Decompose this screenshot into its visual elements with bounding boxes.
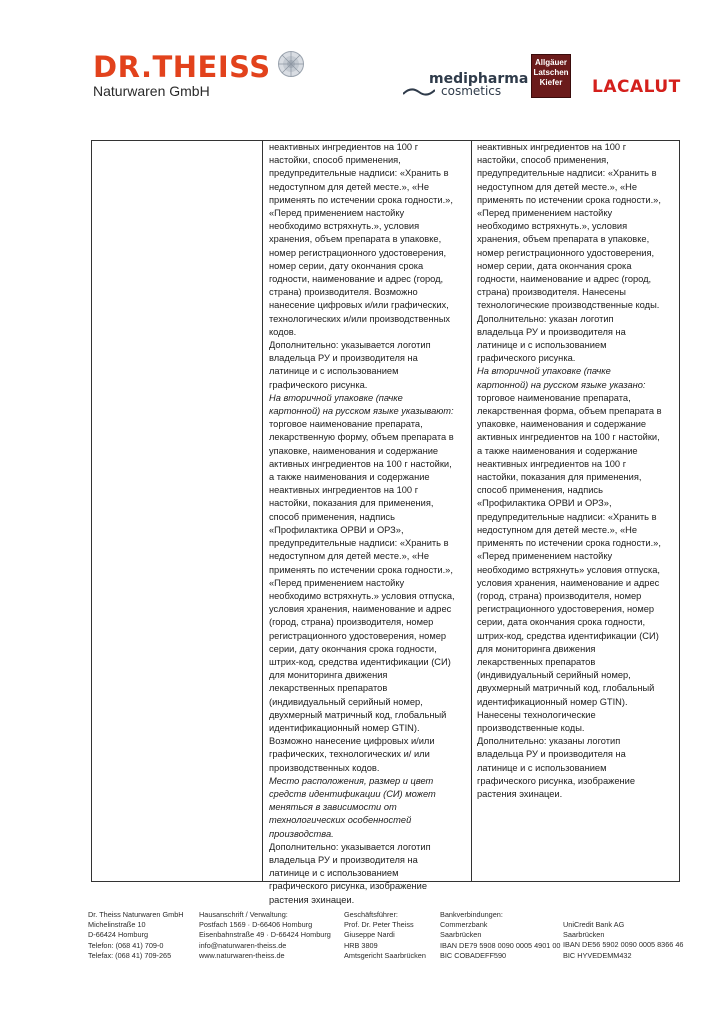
footer-line: Telefon: (068 41) 709-0 xyxy=(88,940,164,950)
text-line: кодов. xyxy=(269,326,297,337)
text-line: настойки, способ применения, xyxy=(477,155,609,166)
text-line: Возможно нанесение цифровых и/или xyxy=(269,736,435,747)
allgaeuer-latschen-kiefer-logo xyxy=(531,54,571,98)
text-line: хранения, объем препарата в упаковке, xyxy=(477,234,650,245)
footer-line: Hausanschrift / Verwaltung: xyxy=(199,910,288,919)
text-line: номер регистрационного удостоверения, xyxy=(269,247,447,258)
footer-line: Postfach 1569 · D-66406 Homburg xyxy=(199,920,313,930)
text-line: Дополнительно: указан логотип xyxy=(477,313,614,324)
footer-bank-unicredit xyxy=(563,920,684,961)
text-line: латинице и с использованием xyxy=(269,366,399,377)
text-line: Нанесены технологические xyxy=(477,709,596,720)
text-line: (город, страна) производителя, номер xyxy=(269,617,434,628)
text-line: графического рисунка, изображение xyxy=(477,775,635,786)
text-line: латинице и с использованием xyxy=(477,340,607,351)
text-line: «Перед применением настойку xyxy=(269,577,405,588)
text-line: страна) производителя. Нанесены xyxy=(477,287,626,298)
text-line: упаковке, наименования и содержание xyxy=(269,445,439,456)
text-line: годности, наименование и адрес (город, xyxy=(477,274,652,285)
letterhead xyxy=(0,0,724,110)
footer-line: Geschäftsführer: xyxy=(344,910,398,919)
text-line: идентификационный номер GTIN). xyxy=(477,696,628,707)
actual-packaging-column xyxy=(477,141,662,801)
text-line: настойки, способ применения, xyxy=(269,155,401,166)
column-divider xyxy=(471,140,472,882)
text-line: недоступном для детей месте.», «Не xyxy=(269,551,430,562)
text-line: «Перед применением настойку xyxy=(477,208,613,219)
text-line: номер регистрационного удостоверения, xyxy=(477,247,655,258)
text-line: неактивных ингредиентов на 100 г xyxy=(269,142,419,152)
text-line: графического рисунка. xyxy=(477,353,576,364)
brand-name: DR.THEISS xyxy=(93,49,271,84)
text-line: производственные коды. xyxy=(477,722,585,733)
text-line: штрих-код, средства идентификации (СИ) xyxy=(477,630,659,641)
text-line: настойки, показания для применения, xyxy=(477,472,642,483)
lacalut-logo: LACALUT xyxy=(592,77,681,97)
text-line: На вторичной упаковке (пачке xyxy=(477,366,611,377)
text-line: лекарственных препаратов xyxy=(477,656,596,667)
text-line: латинице и с использованием xyxy=(477,762,607,773)
text-line: применять по истечении срока годности.», xyxy=(477,194,661,205)
sun-logo-icon xyxy=(277,50,305,83)
text-line: владельца РУ и производителя на xyxy=(269,854,418,865)
text-line: а также наименования и содержание xyxy=(477,445,638,456)
footer-line: Giuseppe Nardi xyxy=(344,930,395,940)
text-line: нанесение цифровых и/или графических, xyxy=(269,300,449,311)
text-line: технологические производственные коды. xyxy=(477,300,660,311)
allgaeuer-line: Allgäuer xyxy=(534,58,567,67)
text-line: регистрационного удостоверения, номер xyxy=(269,630,447,641)
text-line: неактивных ингредиентов на 100 г xyxy=(477,458,627,469)
text-line: регистрационного удостоверения, номер xyxy=(477,604,655,615)
text-line: для мониторинга движения xyxy=(477,643,596,654)
footer-line: Bankverbindungen: xyxy=(440,910,503,919)
text-line: применять по истечении срока годности.», xyxy=(477,538,661,549)
requirements-column xyxy=(269,141,455,907)
footer-line: BIC HYVEDEMM432 xyxy=(563,950,632,960)
text-line: необходимо встряхнуть» условия отпуска, xyxy=(477,564,661,575)
text-line: активных ингредиентов на 100 г настойки, xyxy=(269,458,452,469)
text-line: недоступном для детей месте.», «Не xyxy=(477,181,638,192)
text-line: условия хранения, наименование и адрес xyxy=(477,577,660,588)
footer-line: BIC COBADEFF590 xyxy=(440,950,507,960)
text-line: лекарственная форма, объем препарата в xyxy=(477,406,662,417)
text-line: серии, дата окончания срока годности, xyxy=(477,617,646,628)
footer-company xyxy=(88,910,184,961)
text-line: средств идентификации (СИ) может xyxy=(269,788,436,799)
text-line: картонной) на русском языке указано: xyxy=(477,379,646,390)
medipharma-top: medipharma xyxy=(429,71,529,87)
text-line: латинице и с использованием xyxy=(269,868,399,879)
text-line: двухмерный матричный код, глобальный xyxy=(269,709,447,720)
text-line: растения эхинацеи. xyxy=(477,788,563,799)
text-line: лекарственных препаратов xyxy=(269,683,388,694)
footer-line: Prof. Dr. Peter Theiss xyxy=(344,920,414,930)
footer-line: Dr. Theiss Naturwaren GmbH xyxy=(88,910,184,919)
text-line: графического рисунка. xyxy=(269,379,368,390)
text-line: растения эхинацеи. xyxy=(269,894,355,905)
text-line: необходимо встряхнуть.», условия xyxy=(269,221,420,232)
text-line: меняться в зависимости от xyxy=(269,802,397,813)
text-line: (город, страна) производителя, номер xyxy=(477,590,642,601)
text-line: «Профилактика ОРВИ и ОРЗ», xyxy=(477,498,612,509)
text-line: номер серии, дата окончания срока xyxy=(477,260,632,271)
text-line: условия хранения, наименование и адрес xyxy=(269,604,452,615)
brand-subtitle: Naturwaren GmbH xyxy=(93,83,210,99)
dr-theiss-logo xyxy=(93,50,305,99)
text-line: Дополнительно: указывается логотип xyxy=(269,340,431,351)
text-line: хранения, объем препарата в упаковке, xyxy=(269,234,442,245)
footer-line: IBAN DE56 5902 0090 0005 8366 46 xyxy=(563,940,684,950)
text-line: картонной) на русском языке указывают: xyxy=(269,406,454,417)
text-line: технологических и/или производственных xyxy=(269,313,451,324)
text-line: неактивных ингредиентов на 100 г xyxy=(269,485,419,496)
text-line: годности, наименование и адрес (город, xyxy=(269,274,444,285)
text-line: владельца РУ и производителя на xyxy=(269,353,418,364)
text-line: номер серии, дату окончания срока xyxy=(269,260,424,271)
footer-line: Telefax: (068 41) 709-265 xyxy=(88,950,172,960)
allgaeuer-line: Kiefer xyxy=(539,78,563,87)
text-line: (индивидуальный серийный номер, xyxy=(477,670,631,681)
footer-line: Commerzbank xyxy=(440,920,488,930)
medipharma-bottom: cosmetics xyxy=(441,84,502,98)
text-line: недоступном для детей месте.», «Не xyxy=(477,524,638,535)
footer-line: IBAN DE79 5908 0090 0005 4901 00 xyxy=(440,940,561,950)
text-line: активных ингредиентов на 100 г настойки, xyxy=(477,432,660,443)
footer-website[interactable]: www.naturwaren-theiss.de xyxy=(199,950,285,960)
footer-line: UniCredit Bank AG xyxy=(563,920,625,929)
text-line: лекарственную форму, объем препарата в xyxy=(269,432,454,443)
footer-line: Saarbrücken xyxy=(440,930,482,940)
footer-bank-commerzbank xyxy=(440,910,561,961)
footer-line: Saarbrücken xyxy=(563,930,605,940)
text-line: настойки, показания для применения, xyxy=(269,498,434,509)
text-line: торговое наименование препарата, xyxy=(269,419,423,430)
text-line: технологических особенностей xyxy=(269,815,412,826)
text-line: а также наименования и содержание xyxy=(269,472,430,483)
text-line: необходимо встряхнуть.», условия xyxy=(477,221,628,232)
text-line: идентификационный номер GTIN). xyxy=(269,722,420,733)
text-line: предупредительные надписи: «Хранить в xyxy=(269,538,449,549)
text-line: владельца РУ и производителя на xyxy=(477,749,626,760)
text-line: применять по истечении срока годности.», xyxy=(269,564,453,575)
text-line: торговое наименование препарата, xyxy=(477,392,631,403)
footer-line: HRB 3809 xyxy=(344,940,378,950)
footer-line: Michelinstraße 10 xyxy=(88,920,146,930)
text-line: предупредительные надписи: «Хранить в xyxy=(269,168,449,179)
medipharma-logo xyxy=(403,73,528,97)
text-line: Место расположения, размер и цвет xyxy=(269,775,434,786)
text-line: графического рисунка, изображение xyxy=(269,881,427,892)
text-line: неактивных ингредиентов на 100 г xyxy=(477,142,627,152)
text-line: серии, дату окончания срока годности, xyxy=(269,643,437,654)
column-divider xyxy=(262,140,263,882)
text-line: производственных кодов. xyxy=(269,762,380,773)
text-line: упаковке, наименования и содержание xyxy=(477,419,647,430)
footer-email[interactable]: info@naturwaren-theiss.de xyxy=(199,940,287,950)
text-line: На вторичной упаковке (пачке xyxy=(269,392,403,403)
footer-line: Amtsgericht Saarbrücken xyxy=(344,950,426,960)
text-line: предупредительные надписи: «Хранить в xyxy=(477,511,657,522)
text-line: (индивидуальный серийный номер, xyxy=(269,696,423,707)
text-line: Дополнительно: указаны логотип xyxy=(477,736,621,747)
footer-management xyxy=(344,910,426,961)
text-line: Дополнительно: указывается логотип xyxy=(269,841,431,852)
text-line: применять по истечении срока годности.», xyxy=(269,194,453,205)
text-line: штрих-код, средства идентификации (СИ) xyxy=(269,656,451,667)
text-line: для мониторинга движения xyxy=(269,670,388,681)
text-line: «Профилактика ОРВИ и ОРЗ», xyxy=(269,524,404,535)
text-line: способ применения, надпись xyxy=(269,511,395,522)
text-line: двухмерный матричный код, глобальный xyxy=(477,683,655,694)
text-line: производства. xyxy=(269,828,334,839)
text-line: графических, технологических и/ или xyxy=(269,749,430,760)
text-line: «Перед применением настойку xyxy=(269,208,405,219)
allgaeuer-line: Latschen xyxy=(533,68,569,77)
footer-line: Eisenbahnstraße 49 · D-66424 Homburg xyxy=(199,930,331,940)
text-line: страна) производителя. Возможно xyxy=(269,287,418,298)
text-line: необходимо встряхнуть.» условия отпуска, xyxy=(269,590,455,601)
text-line: способ применения, надпись xyxy=(477,485,603,496)
text-line: «Перед применением настойку xyxy=(477,551,613,562)
text-line: владельца РУ и производителя на xyxy=(477,326,626,337)
footer-address xyxy=(199,910,331,961)
text-line: недоступном для детей месте.», «Не xyxy=(269,181,430,192)
text-line: предупредительные надписи: «Хранить в xyxy=(477,168,657,179)
footer-line: D-66424 Homburg xyxy=(88,930,149,940)
